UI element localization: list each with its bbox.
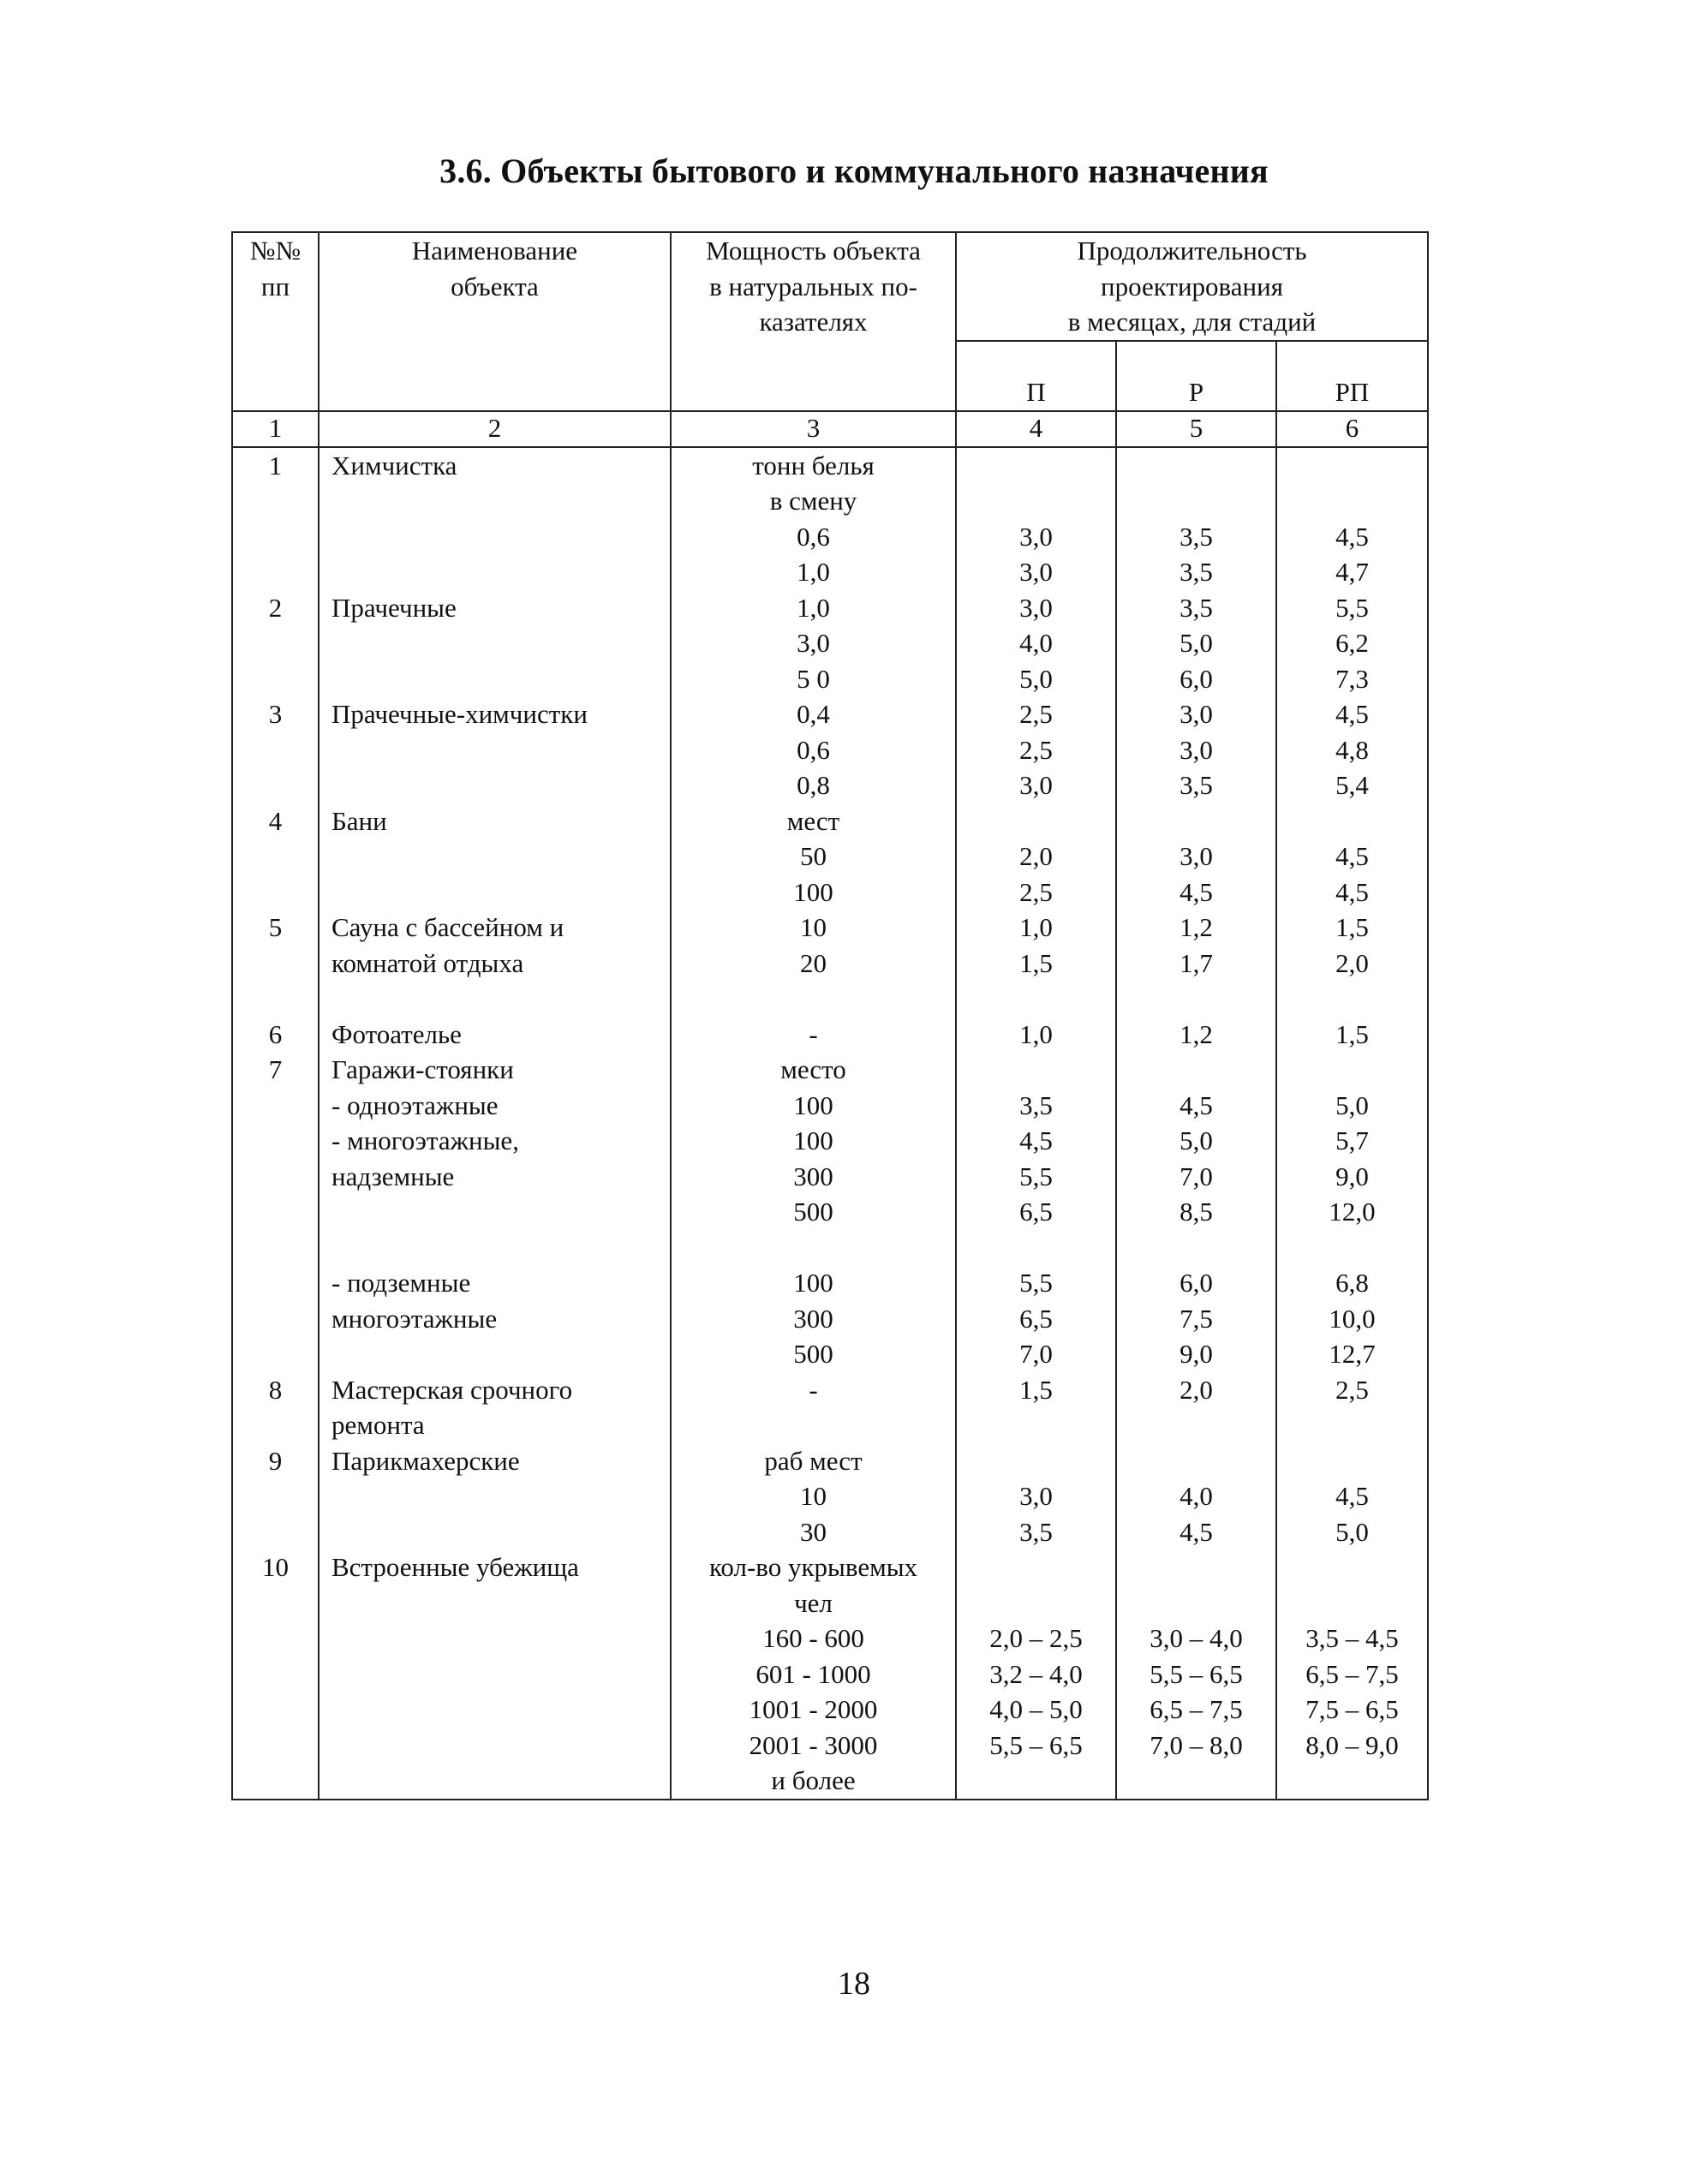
duration-r-line: 5,0 [1179, 628, 1213, 658]
duration-p-line: 3,5 [1019, 1089, 1053, 1120]
duration-rp-line: 5,0 [1335, 1089, 1369, 1120]
duration-p-line [957, 981, 1115, 1017]
object-name-cell [319, 696, 671, 803]
duration-p-line: 1,5 [1019, 947, 1053, 978]
duration-r-line [1117, 448, 1275, 484]
object-capacity-line: 100 [793, 1125, 833, 1155]
row-number-cell [232, 590, 319, 697]
duration-p-line: 5,5 – 6,5 [989, 1729, 1083, 1760]
duration-rp-line: 4,5 [1335, 1481, 1369, 1511]
duration-p-line: 6,5 [1019, 1303, 1053, 1334]
duration-rp-line [1277, 1549, 1427, 1585]
duration-p-line [957, 1763, 1115, 1799]
duration-rp-line [1277, 1230, 1427, 1266]
row-number-cell [232, 696, 319, 803]
object-name-line: Бани [331, 805, 387, 836]
duration-p-line: 3,2 – 4,0 [989, 1658, 1083, 1689]
object-capacity-line: и более [771, 1765, 856, 1795]
duration-r-cell [1116, 1052, 1276, 1372]
header-stage-p: П [956, 341, 1116, 411]
object-capacity-line: 5 0 [797, 663, 830, 694]
duration-r-line: 3,5 [1179, 770, 1213, 800]
row-number-line: 7 [268, 1054, 283, 1084]
duration-r-line [1117, 981, 1275, 1017]
object-capacity-line: 0,6 [797, 521, 830, 552]
duration-rp-line: 4,7 [1335, 557, 1369, 587]
duration-p-line: 3,0 [1019, 521, 1053, 552]
row-number-line: 2 [268, 592, 283, 623]
duration-p-line [957, 1549, 1115, 1585]
row-number-line: 1 [268, 450, 283, 481]
object-capacity-line: 100 [793, 876, 833, 907]
object-capacity-cell [671, 910, 956, 1017]
duration-rp-line: 5,0 [1335, 1516, 1369, 1547]
row-number-cell [232, 1017, 319, 1053]
header-object-name: Наименование объекта [319, 232, 671, 411]
duration-r-line: 9,0 [1179, 1339, 1213, 1369]
duration-rp-line [1277, 1052, 1427, 1088]
duration-rp-line: 12,0 [1329, 1197, 1376, 1227]
duration-r-line: 5,5 – 6,5 [1150, 1658, 1243, 1689]
row-number-line: 5 [268, 912, 283, 942]
row-number-line: 9 [268, 1445, 283, 1476]
duration-rp-line: 5,7 [1335, 1125, 1369, 1155]
duration-rp-cell [1276, 1017, 1428, 1053]
duration-rp-line [1277, 981, 1427, 1017]
duration-p-cell [956, 1549, 1116, 1800]
duration-rp-line: 1,5 [1335, 912, 1369, 942]
duration-r-cell [1116, 803, 1276, 910]
duration-rp-line: 9,0 [1335, 1161, 1369, 1191]
duration-r-cell [1116, 1443, 1276, 1550]
object-name-cell [319, 910, 671, 1017]
object-name-line: Прачечные [331, 592, 457, 623]
row-number-cell [232, 1443, 319, 1550]
page-title: 3.6. Объекты бытового и коммунального назначения [439, 152, 1269, 190]
duration-p-cell [956, 590, 1116, 697]
header-number: №№ пп [232, 232, 319, 411]
object-name-cell [319, 1017, 671, 1053]
table-row [232, 803, 1428, 910]
duration-r-line: 4,0 [1179, 1481, 1213, 1511]
object-name-line: Парикмахерские [331, 1445, 520, 1476]
duration-r-line: 2,0 [1179, 1374, 1213, 1405]
duration-rp-cell [1276, 1443, 1428, 1550]
object-name-line: комнатой отдыха [331, 947, 524, 978]
duration-p-line: 3,0 [1019, 770, 1053, 800]
object-capacity-line: тонн белья [752, 450, 875, 481]
duration-p-line: 1,0 [1019, 1018, 1053, 1049]
column-number: 4 [956, 411, 1116, 447]
object-capacity-cell [671, 1372, 956, 1443]
duration-r-line [1117, 1230, 1275, 1266]
duration-r-line [1117, 1407, 1275, 1443]
duration-r-cell [1116, 696, 1276, 803]
duration-p-cell [956, 803, 1116, 910]
duration-p-line: 1,0 [1019, 912, 1053, 942]
duration-p-line [957, 1585, 1115, 1621]
duration-rp-line [1277, 483, 1427, 519]
object-name-line: Встроенные убежища [331, 1552, 579, 1582]
duration-r-line: 8,5 [1179, 1197, 1213, 1227]
duration-r-line [1117, 1549, 1275, 1585]
object-capacity-line: - [809, 1374, 818, 1405]
object-name-line [331, 981, 670, 1017]
object-capacity-line: место [780, 1054, 846, 1084]
duration-rp-cell [1276, 696, 1428, 803]
header-capacity: Мощность объекта в натуральных по- казателях [671, 232, 956, 411]
design-duration-table [231, 231, 1429, 1800]
row-number-cell [232, 1549, 319, 1800]
object-capacity-line [672, 1407, 955, 1443]
object-capacity-line: 500 [793, 1339, 833, 1369]
duration-p-cell [956, 696, 1116, 803]
duration-rp-line: 12,7 [1329, 1339, 1376, 1369]
duration-r-line: 6,0 [1179, 663, 1213, 694]
object-capacity-line: раб мест [764, 1445, 863, 1476]
object-name-line: ремонта [331, 1410, 425, 1440]
duration-p-line: 2,0 – 2,5 [989, 1623, 1083, 1653]
duration-r-cell [1116, 1372, 1276, 1443]
object-name-line: Фотоателье [331, 1018, 462, 1049]
duration-r-line: 6,5 – 7,5 [1150, 1694, 1243, 1724]
duration-rp-cell [1276, 910, 1428, 1017]
object-name-line: Гаражи-стоянки [331, 1054, 514, 1084]
row-number-cell [232, 803, 319, 910]
table-row [232, 910, 1428, 1017]
column-number: 5 [1116, 411, 1276, 447]
duration-p-line [957, 1407, 1115, 1443]
duration-rp-line: 4,5 [1335, 699, 1369, 729]
duration-rp-line: 7,5 – 6,5 [1305, 1694, 1399, 1724]
object-capacity-cell [671, 1052, 956, 1372]
object-capacity-line: 100 [793, 1268, 833, 1298]
duration-r-cell [1116, 1017, 1276, 1053]
duration-p-line [957, 448, 1115, 484]
duration-rp-line: 5,5 [1335, 592, 1369, 623]
duration-r-line: 3,0 [1179, 841, 1213, 871]
object-capacity-cell [671, 447, 956, 590]
header-stage-r: Р [1116, 341, 1276, 411]
duration-p-cell [956, 447, 1116, 590]
object-capacity-line: кол-во укрывемых [708, 1552, 918, 1582]
duration-rp-line: 6,8 [1335, 1268, 1369, 1298]
duration-rp-line [1277, 1407, 1427, 1443]
duration-p-line: 5,5 [1019, 1268, 1053, 1298]
object-name-line: Прачечные-химчистки [331, 699, 588, 729]
table-row [232, 590, 1428, 697]
object-capacity-line: мест [786, 805, 840, 836]
row-number-line: 10 [262, 1552, 289, 1582]
duration-r-line: 7,5 [1179, 1303, 1213, 1334]
object-capacity-line: 50 [800, 841, 827, 871]
duration-rp-line: 4,8 [1335, 734, 1369, 765]
object-capacity-line: 1001 - 2000 [749, 1694, 878, 1724]
duration-r-line: 6,0 [1179, 1268, 1213, 1298]
duration-rp-line: 8,0 – 9,0 [1305, 1729, 1399, 1760]
object-capacity-line: 1,0 [797, 592, 830, 623]
duration-r-cell [1116, 910, 1276, 1017]
duration-rp-line: 5,4 [1335, 770, 1369, 800]
duration-rp-line: 2,0 [1335, 947, 1369, 978]
duration-r-line: 5,0 [1179, 1125, 1213, 1155]
duration-p-line: 1,5 [1019, 1374, 1053, 1405]
object-name-line [331, 1336, 670, 1372]
duration-p-line: 3,0 [1019, 557, 1053, 587]
row-number-line: 4 [268, 805, 283, 836]
duration-rp-line: 6,2 [1335, 628, 1369, 658]
duration-p-line: 4,0 [1019, 628, 1053, 658]
row-number-cell [232, 1372, 319, 1443]
object-capacity-line: 10 [800, 1481, 827, 1511]
object-capacity-line: 300 [793, 1161, 833, 1191]
duration-rp-line [1277, 448, 1427, 484]
column-number: 2 [319, 411, 671, 447]
table-body [232, 447, 1428, 1800]
duration-r-line: 1,7 [1179, 947, 1213, 978]
object-capacity-line: 0,4 [797, 699, 830, 729]
duration-rp-line: 4,5 [1335, 521, 1369, 552]
object-name-line: - подземные [331, 1268, 471, 1298]
object-capacity-cell [671, 590, 956, 697]
duration-p-line: 3,0 [1019, 592, 1053, 623]
table-row [232, 1052, 1428, 1372]
duration-r-line: 3,5 [1179, 592, 1213, 623]
duration-p-line: 2,0 [1019, 841, 1053, 871]
duration-r-line: 3,0 – 4,0 [1150, 1623, 1243, 1653]
duration-r-line [1117, 1763, 1275, 1799]
duration-r-line: 3,0 [1179, 734, 1213, 765]
object-capacity-line: - [809, 1018, 818, 1049]
page-number: 18 [838, 1966, 870, 2002]
duration-rp-line: 4,5 [1335, 841, 1369, 871]
object-name-cell [319, 1372, 671, 1443]
duration-r-line: 1,2 [1179, 1018, 1213, 1049]
object-name-cell [319, 447, 671, 590]
duration-rp-cell [1276, 1372, 1428, 1443]
object-capacity-line: 160 - 600 [762, 1623, 864, 1653]
duration-p-line [957, 803, 1115, 839]
duration-r-line: 3,0 [1179, 699, 1213, 729]
table-row [232, 696, 1428, 803]
row-number-cell [232, 910, 319, 1017]
duration-p-line: 4,5 [1019, 1125, 1053, 1155]
duration-p-line: 4,0 – 5,0 [989, 1694, 1083, 1724]
table-row [232, 447, 1428, 590]
column-number-row [232, 411, 1428, 447]
duration-p-line: 2,5 [1019, 699, 1053, 729]
object-capacity-cell [671, 1017, 956, 1053]
duration-rp-line: 4,5 [1335, 876, 1369, 907]
object-name-line: - одноэтажные [331, 1089, 499, 1120]
duration-rp-cell [1276, 447, 1428, 590]
duration-p-line [957, 1052, 1115, 1088]
object-capacity-line: чел [794, 1587, 833, 1618]
object-name-line: надземные [331, 1161, 455, 1191]
duration-p-line: 7,0 [1019, 1339, 1053, 1369]
duration-r-line: 4,5 [1179, 1516, 1213, 1547]
object-name-cell [319, 1443, 671, 1550]
object-capacity-line: 100 [793, 1089, 833, 1120]
header-design-duration: Продолжительность проектирования в месяцах, для стадий [956, 232, 1428, 341]
duration-r-line: 7,0 [1179, 1161, 1213, 1191]
object-name-line [331, 1230, 670, 1266]
duration-r-line [1117, 1443, 1275, 1479]
duration-r-line [1117, 1052, 1275, 1088]
object-capacity-line: 300 [793, 1303, 833, 1334]
object-name-line: многоэтажные [331, 1303, 498, 1334]
object-name-cell [319, 803, 671, 910]
column-number: 3 [671, 411, 956, 447]
duration-rp-line: 7,3 [1335, 663, 1369, 694]
object-capacity-line [672, 1230, 955, 1266]
object-name-line: - многоэтажные, [331, 1125, 519, 1155]
object-name-line: Мастерская срочного [331, 1374, 573, 1405]
duration-p-line: 5,0 [1019, 663, 1053, 694]
object-capacity-cell [671, 1549, 956, 1800]
table-row [232, 1443, 1428, 1550]
table-row [232, 1017, 1428, 1053]
duration-rp-line [1277, 1585, 1427, 1621]
duration-p-line: 3,0 [1019, 1481, 1053, 1511]
object-capacity-line: 0,8 [797, 770, 830, 800]
object-name-cell [319, 1549, 671, 1800]
duration-p-line [957, 483, 1115, 519]
duration-p-line: 2,5 [1019, 734, 1053, 765]
duration-r-line [1117, 803, 1275, 839]
duration-rp-cell [1276, 803, 1428, 910]
object-capacity-line [672, 981, 955, 1017]
object-capacity-cell [671, 696, 956, 803]
header-stage-rp: РП [1276, 341, 1428, 411]
duration-p-cell [956, 1372, 1116, 1443]
duration-rp-line: 10,0 [1329, 1303, 1376, 1334]
object-capacity-line: 20 [800, 947, 827, 978]
object-capacity-line: 30 [800, 1516, 827, 1547]
object-capacity-line: 10 [800, 912, 827, 942]
duration-p-cell [956, 1052, 1116, 1372]
duration-r-line: 7,0 – 8,0 [1150, 1729, 1243, 1760]
duration-r-cell [1116, 447, 1276, 590]
duration-rp-line: 3,5 – 4,5 [1305, 1623, 1399, 1653]
duration-p-cell [956, 1017, 1116, 1053]
object-capacity-cell [671, 1443, 956, 1550]
object-capacity-line: в смену [769, 486, 857, 516]
column-number: 6 [1276, 411, 1428, 447]
duration-r-line [1117, 483, 1275, 519]
duration-rp-line: 2,5 [1335, 1374, 1369, 1405]
object-capacity-line: 2001 - 3000 [749, 1729, 878, 1760]
object-capacity-cell [671, 803, 956, 910]
duration-r-cell [1116, 590, 1276, 697]
duration-rp-line: 6,5 – 7,5 [1305, 1658, 1399, 1689]
duration-r-cell [1116, 1549, 1276, 1800]
duration-rp-line [1277, 1443, 1427, 1479]
duration-rp-line: 1,5 [1335, 1018, 1369, 1049]
duration-rp-line [1277, 1763, 1427, 1799]
object-capacity-line: 500 [793, 1197, 833, 1227]
object-capacity-line: 3,0 [797, 628, 830, 658]
duration-p-line: 5,5 [1019, 1161, 1053, 1191]
object-name-line [331, 1194, 670, 1230]
object-name-cell [319, 1052, 671, 1372]
object-capacity-line: 601 - 1000 [755, 1658, 871, 1689]
duration-rp-cell [1276, 1549, 1428, 1800]
duration-rp-cell [1276, 1052, 1428, 1372]
object-name-line: Химчистка [331, 450, 457, 481]
column-number: 1 [232, 411, 319, 447]
duration-r-line [1117, 1585, 1275, 1621]
duration-p-line: 6,5 [1019, 1197, 1053, 1227]
duration-r-line: 1,2 [1179, 912, 1213, 942]
object-capacity-line: 0,6 [797, 734, 830, 765]
duration-r-line: 3,5 [1179, 557, 1213, 587]
duration-p-line: 2,5 [1019, 876, 1053, 907]
duration-p-line [957, 1443, 1115, 1479]
object-name-line: Сауна с бассейном и [331, 912, 564, 942]
duration-p-cell [956, 910, 1116, 1017]
row-number-cell [232, 1052, 319, 1372]
row-number-line: 3 [268, 699, 283, 729]
duration-p-line: 3,5 [1019, 1516, 1053, 1547]
duration-r-line: 4,5 [1179, 876, 1213, 907]
duration-p-line [957, 1230, 1115, 1266]
duration-rp-cell [1276, 590, 1428, 697]
duration-r-line: 4,5 [1179, 1089, 1213, 1120]
object-name-cell [319, 590, 671, 697]
object-capacity-line: 1,0 [797, 557, 830, 587]
table-row [232, 1372, 1428, 1443]
duration-p-cell [956, 1443, 1116, 1550]
row-number-line: 8 [268, 1374, 283, 1405]
table-row [232, 1549, 1428, 1800]
duration-rp-line [1277, 803, 1427, 839]
row-number-line: 6 [268, 1018, 283, 1049]
row-number-cell [232, 447, 319, 590]
duration-r-line: 3,5 [1179, 521, 1213, 552]
